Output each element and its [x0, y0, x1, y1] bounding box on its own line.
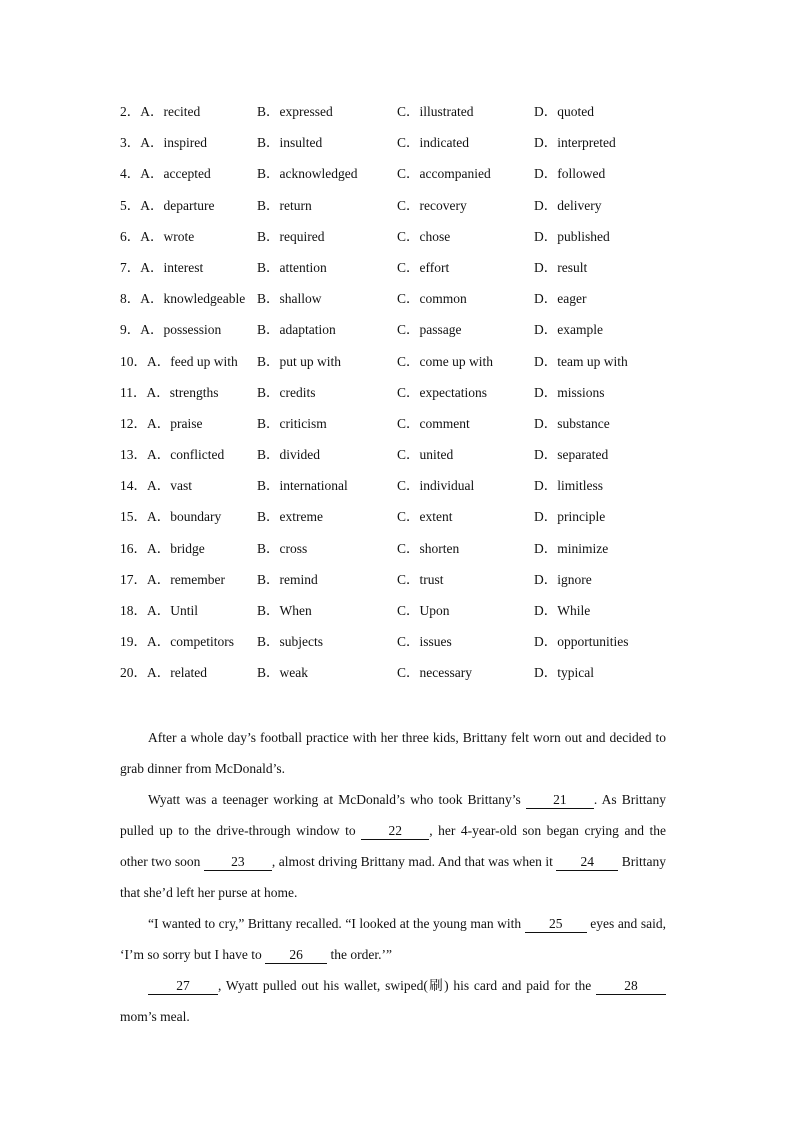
option-a: 7．A．interest	[120, 259, 204, 275]
option-d: D．quoted	[534, 104, 594, 119]
option-c: C．effort	[397, 259, 450, 275]
option-a: 15．A．boundary	[120, 509, 222, 525]
question-row	[120, 383, 680, 414]
paragraph-text: mom’s meal.	[120, 1009, 190, 1024]
paragraph-text: Wyatt was a teenager working at McDonald’s who took Brittany’s	[148, 792, 526, 807]
question-row	[120, 632, 680, 663]
option-d: D．typical	[534, 665, 594, 681]
option-b: B．criticism	[257, 415, 327, 431]
option-b: B．expressed	[257, 104, 333, 119]
paragraph-text: eyes and said, ‘I’m so sorry but I have to	[120, 916, 666, 962]
question-row	[120, 570, 680, 601]
question-row	[120, 227, 680, 258]
option-d: D．interpreted	[534, 135, 616, 151]
option-a: 2．A．recited	[120, 104, 201, 119]
option-c: C．accompanied	[397, 166, 491, 182]
option-b: B．remind	[257, 571, 318, 587]
option-c: C．expectations	[397, 384, 487, 400]
paragraph-text: , Wyatt pulled out his wallet, swiped(刷) his card and paid for the	[218, 978, 596, 993]
paragraph-text: “I wanted to cry,” Brittany recalled. “I looked at the young man with	[148, 916, 525, 931]
option-d: D．limitless	[534, 478, 604, 494]
option-c: C．recovery	[397, 197, 467, 213]
option-b: B．required	[257, 228, 325, 244]
option-d: D．missions	[534, 384, 605, 400]
blank-25: 25	[525, 916, 587, 933]
question-row	[120, 102, 680, 133]
option-c: C．issues	[397, 634, 452, 650]
option-a: 6．A．wrote	[120, 228, 195, 244]
question-row	[120, 539, 680, 570]
option-a: 14．A．vast	[120, 478, 192, 494]
option-b: B．insulted	[257, 135, 323, 151]
option-c: C．chose	[397, 228, 451, 244]
option-c: C．extent	[397, 509, 453, 525]
option-d: D．team up with	[534, 353, 628, 369]
question-options-list	[120, 102, 680, 695]
option-a: 19．A．competitors	[120, 634, 234, 650]
paragraph-text: , her 4-year-old son began crying and the other two soon	[120, 823, 666, 869]
option-a: 10．A．feed up with	[120, 353, 238, 369]
option-c: C．passage	[397, 322, 462, 338]
option-b: B．subjects	[257, 634, 323, 650]
passage-paragraph-1	[120, 722, 666, 784]
paragraph-text: , almost driving Brittany mad. And that was when it	[271, 854, 557, 869]
option-c: C．come up with	[397, 353, 493, 369]
option-d: D．published	[534, 228, 610, 244]
question-row	[120, 164, 680, 195]
option-b: B．return	[257, 197, 312, 213]
blank-24: 24	[556, 854, 618, 871]
option-a: 3．A．inspired	[120, 135, 207, 151]
option-a: 17．A．remember	[120, 571, 225, 587]
option-a: 20．A．related	[120, 665, 207, 681]
passage-paragraph-3	[120, 908, 666, 970]
paragraph-text: After a whole day’s football practice with her three kids, Brittany felt worn out and decided to grab dinner from McDonald’s.	[120, 730, 666, 776]
option-a: 16．A．bridge	[120, 540, 205, 556]
option-d: D．While	[534, 603, 591, 618]
option-c: C．common	[397, 291, 467, 307]
option-d: D．opportunities	[534, 634, 629, 650]
blank-21: 21	[526, 792, 594, 809]
option-a: 8．A．knowledgeable	[120, 291, 246, 307]
option-c: C．indicated	[397, 135, 469, 151]
option-b: B．attention	[257, 259, 327, 275]
option-d: D．minimize	[534, 540, 609, 556]
question-row	[120, 476, 680, 507]
option-b: B．When	[257, 603, 312, 618]
option-b: B．adaptation	[257, 322, 336, 338]
option-a: 5．A．departure	[120, 197, 215, 213]
question-row	[120, 258, 680, 289]
question-row	[120, 601, 680, 632]
option-c: C．united	[397, 447, 454, 463]
paragraph-text: Brittany that she’d left her purse at home.	[120, 854, 667, 900]
paragraph-text: the order.’”	[327, 947, 392, 962]
option-d: D．separated	[534, 447, 609, 463]
option-c: C．Upon	[397, 603, 450, 618]
option-d: D．eager	[534, 291, 587, 307]
option-a: 18．A．Until	[120, 603, 199, 618]
option-d: D．result	[534, 259, 588, 275]
question-row	[120, 196, 680, 227]
blank-28: 28	[596, 978, 666, 995]
option-b: B．cross	[257, 540, 308, 556]
option-d: D．substance	[534, 415, 610, 431]
option-b: B．credits	[257, 384, 316, 400]
blank-22: 22	[361, 823, 429, 840]
passage-paragraph-2	[120, 784, 666, 908]
option-d: D．example	[534, 322, 603, 338]
question-row	[120, 352, 680, 383]
question-row	[120, 445, 680, 476]
option-a: 4．A．accepted	[120, 166, 211, 182]
option-a: 11．A．strengths	[120, 384, 219, 400]
option-b: B．extreme	[257, 509, 323, 525]
option-b: B．international	[257, 478, 348, 494]
passage-paragraph-4	[120, 970, 666, 1032]
paragraph-text: . As Brittany pulled up to the drive-through window to	[120, 792, 666, 838]
option-a: 9．A．possession	[120, 322, 222, 338]
option-d: D．principle	[534, 509, 606, 525]
option-a: 13．A．conflicted	[120, 447, 225, 463]
question-row	[120, 663, 680, 694]
question-row	[120, 133, 680, 164]
option-b: B．put up with	[257, 353, 342, 369]
option-b: B．weak	[257, 665, 308, 681]
option-c: C．individual	[397, 478, 475, 494]
question-row	[120, 507, 680, 538]
question-row	[120, 289, 680, 320]
option-c: C．necessary	[397, 665, 472, 681]
option-c: C．comment	[397, 415, 470, 431]
option-d: D．ignore	[534, 571, 592, 587]
question-row	[120, 414, 680, 445]
option-b: B．acknowledged	[257, 166, 358, 182]
option-c: C．illustrated	[397, 104, 474, 119]
option-c: C．trust	[397, 571, 444, 587]
blank-23: 23	[204, 854, 272, 871]
blank-27: 27	[148, 978, 218, 995]
option-d: D．delivery	[534, 197, 602, 213]
option-c: C．shorten	[397, 540, 460, 556]
option-d: D．followed	[534, 166, 606, 182]
option-b: B．divided	[257, 447, 320, 463]
blank-26: 26	[265, 947, 327, 964]
reading-passage	[120, 722, 666, 1032]
question-row	[120, 320, 680, 351]
option-b: B．shallow	[257, 291, 322, 307]
option-a: 12．A．praise	[120, 415, 203, 431]
